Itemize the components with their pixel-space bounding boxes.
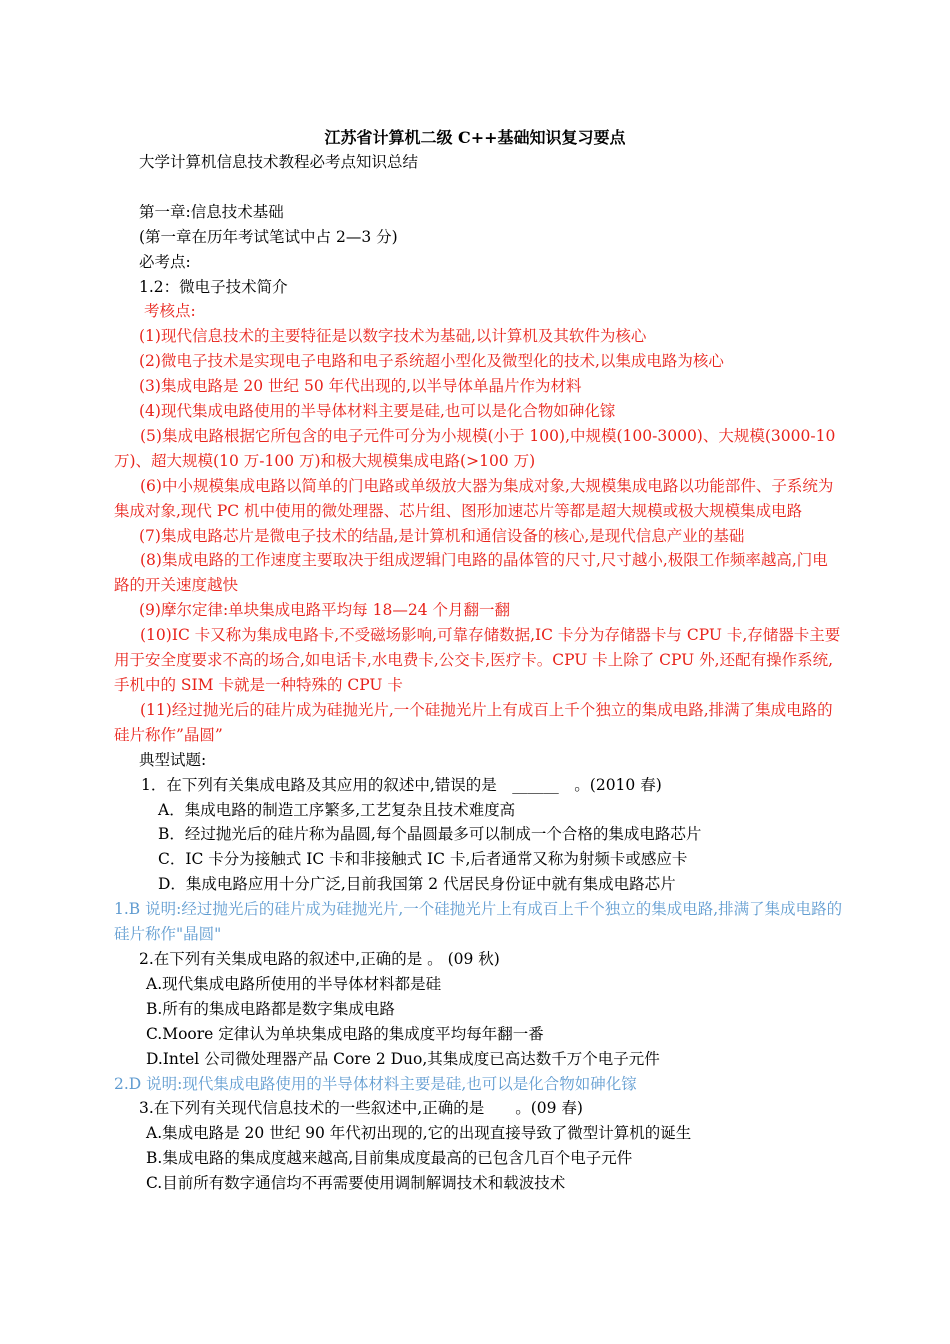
point-item: (7)集成电路芯片是微电子技术的结晶,是计算机和通信设备的核心,是现代信息产业的基础 (139, 526, 745, 545)
question-option: B．经过抛光后的硅片称为晶圆,每个晶圆最多可以制成一个合格的集成电路芯片 (158, 825, 702, 844)
blank-line (0, 175, 950, 200)
question-stem: 1．在下列有关集成电路及其应用的叙述中,错误的是 ______ 。(2010 春) (141, 775, 662, 794)
point-item: (5)集成电路根据它所包含的电子元件可分为小规模(小于 100),中规模(100-3000)、大规模(3000-10 万)、超大规模(10 万-100 万)和极大规模集成电路(>100 万) (114, 426, 836, 470)
subtitle: 大学计算机信息技术教程必考点知识总结 (139, 153, 419, 171)
question-option: A.集成电路是 20 世纪 90 年代初出现的,它的出现直接导致了微型计算机的诞生 (146, 1124, 692, 1143)
exam-points-label: 考核点: (144, 302, 196, 321)
point-item: (1)现代信息技术的主要特征是以数字技术为基础,以计算机及其软件为核心 (139, 327, 647, 346)
section-heading: 1.2：微电子技术简介 (139, 277, 288, 296)
point-item: (10)IC 卡又称为集成电路卡,不受磁场影响,可靠存储数据,IC 卡分为存储器卡与 CPU 卡,存储器卡主要用于安全度要求不高的场合,如电话卡,水电费卡,公交卡,医疗卡。CPU 卡上除了 CPU 外,还配有操作系统,手机中的 SIM 卡就是一种特殊的 CPU 卡 (114, 626, 841, 695)
point-item: (2)微电子技术是实现电子电路和电子系统超小型化及微型化的技术,以集成电路为核心 (139, 352, 724, 371)
point-item: (6)中小规模集成电路以简单的门电路或单级放大器为集成对象,大规模集成电路以功能部件、子系统为集成对象,现代 PC 机中使用的微处理器、芯片组、图形加速芯片等都是超大规模或极大规模集成电路 (114, 476, 834, 520)
question-stem: 3.在下列有关现代信息技术的一些叙述中,正确的是 。(09 春) (139, 1099, 583, 1118)
point-item: (9)摩尔定律:单块集成电路平均每 18—24 个月翻一翻 (139, 601, 510, 620)
point-item: (4)现代集成电路使用的半导体材料主要是硅,也可以是化合物如砷化镓 (139, 402, 616, 421)
must-points-label: 必考点: (139, 252, 191, 271)
question-option: B.集成电路的集成度越来越高,目前集成度最高的已包含几百个电子元件 (146, 1149, 633, 1168)
document-body (0, 150, 950, 1196)
question-option: D.Intel 公司微处理器产品 Core 2 Duo,其集成度已高达数千万个电子元件 (146, 1049, 660, 1068)
question-option: B.所有的集成电路都是数字集成电路 (146, 999, 395, 1018)
question-option: C.目前所有数字通信均不再需要使用调制解调技术和载波技术 (146, 1174, 566, 1193)
answer-explanation: 1.B 说明:经过抛光后的硅片成为硅抛光片,一个硅抛光片上有成百上千个独立的集成电路,排满了集成电路的硅片称作"晶圆" (114, 900, 843, 944)
point-item: (8)集成电路的工作速度主要取决于组成逻辑门电路的晶体管的尺寸,尺寸越小,极限工作频率越高,门电路的开关速度越快 (114, 551, 828, 595)
question-option: A.现代集成电路所使用的半导体材料都是硅 (146, 974, 442, 993)
question-stem: 2.在下列有关集成电路的叙述中,正确的是 。 (09 秋) (139, 949, 500, 968)
point-item: (3)集成电路是 20 世纪 50 年代出现的,以半导体单晶片作为材料 (139, 377, 582, 396)
typical-questions-label: 典型试题: (139, 750, 207, 769)
question-option: C.Moore 定律认为单块集成电路的集成度平均每年翻一番 (146, 1024, 544, 1043)
answer-explanation: 2.D 说明:现代集成电路使用的半导体材料主要是硅,也可以是化合物如砷化镓 (114, 1074, 637, 1093)
question-option: D．集成电路应用十分广泛,目前我国第 2 代居民身份证中就有集成电路芯片 (158, 875, 676, 894)
question-option: C．IC 卡分为接触式 IC 卡和非接触式 IC 卡,后者通常又称为射频卡或感应卡 (158, 850, 688, 869)
question-option: A．集成电路的制造工序繁多,工艺复杂且技术难度高 (158, 800, 516, 819)
document-title: 江苏省计算机二级 C++基础知识复习要点 (324, 128, 626, 147)
chapter-note: (第一章在历年考试笔试中占 2—3 分) (139, 227, 398, 246)
point-item: (11)经过抛光后的硅片成为硅抛光片,一个硅抛光片上有成百上千个独立的集成电路,排满了集成电路的硅片称作”晶圆” (114, 700, 833, 744)
chapter-heading: 第一章:信息技术基础 (139, 202, 284, 221)
